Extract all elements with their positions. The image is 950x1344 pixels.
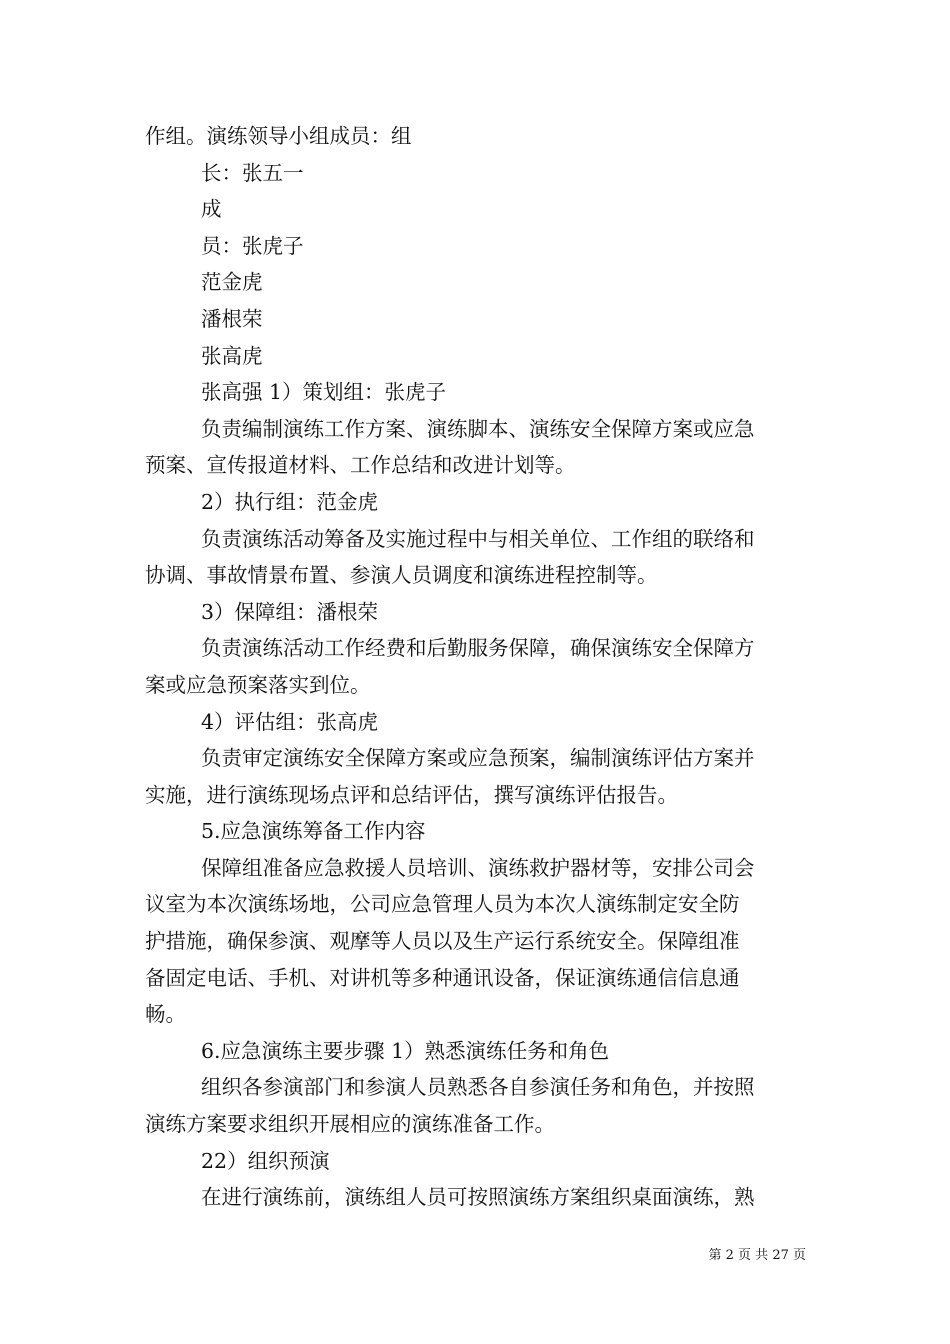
text-line: 2）执行组：范金虎: [201, 489, 379, 514]
document-body: [145, 118, 807, 1216]
text-line: 负责演练活动筹备及实施过程中与相关单位、工作组的联络和: [201, 526, 755, 551]
text-line: 协调、事故情景布置、参演人员调度和演练进程控制等。: [145, 563, 658, 588]
text-line: 员：张虎子: [201, 233, 304, 258]
text-line: 演练方案要求组织开展相应的演练准备工作。: [145, 1112, 555, 1137]
text-line: 案或应急预案落实到位。: [145, 672, 371, 697]
text-line: 潘根荣: [201, 306, 263, 331]
text-line: 负责演练活动工作经费和后勤服务保障，确保演练安全保障方: [201, 636, 755, 661]
text-line: 实施，进行演练现场点评和总结评估，撰写演练评估报告。: [145, 782, 678, 807]
text-line: 备固定电话、手机、对讲机等多种通讯设备，保证演练通信信息通: [145, 965, 740, 990]
text-line: 5.应急演练筹备工作内容: [201, 819, 426, 844]
text-line: 负责编制演练工作方案、演练脚本、演练安全保障方案或应急: [201, 416, 755, 441]
text-line: 组织各参演部门和参演人员熟悉各自参演任务和角色，并按照: [201, 1075, 755, 1100]
text-line: 4）评估组：张高虎: [201, 709, 379, 734]
text-line: 负责审定演练安全保障方案或应急预案，编制演练评估方案并: [201, 746, 755, 771]
text-line: 张高强 1）策划组：张虎子: [201, 380, 447, 405]
text-line: 6.应急演练主要步骤 1）熟悉演练任务和角色: [201, 1038, 610, 1063]
page-number-footer: 第 2 页 共 27 页: [708, 1248, 806, 1263]
text-line: 张高虎: [201, 343, 263, 368]
text-line: 范金虎: [201, 270, 263, 295]
text-line: 在进行演练前，演练组人员可按照演练方案组织桌面演练，熟: [201, 1185, 755, 1210]
text-line: 护措施，确保参演、观摩等人员以及生产运行系统安全。保障组准: [145, 929, 740, 954]
text-line: 保障组准备应急救援人员培训、演练救护器材等，安排公司会: [201, 855, 755, 880]
text-line: 成: [201, 197, 222, 222]
text-line: 作组。演练领导小组成员：组: [145, 124, 412, 148]
text-line: 畅。: [145, 1002, 186, 1027]
text-line: 议室为本次演练场地，公司应急管理人员为本次人演练制定安全防: [145, 892, 740, 917]
text-line: 预案、宣传报道材料、工作总结和改进计划等。: [145, 453, 576, 478]
text-line: 3）保障组：潘根荣: [201, 599, 379, 624]
text-line: 长：张五一: [201, 160, 304, 185]
text-line: 22）组织预演: [201, 1148, 330, 1173]
